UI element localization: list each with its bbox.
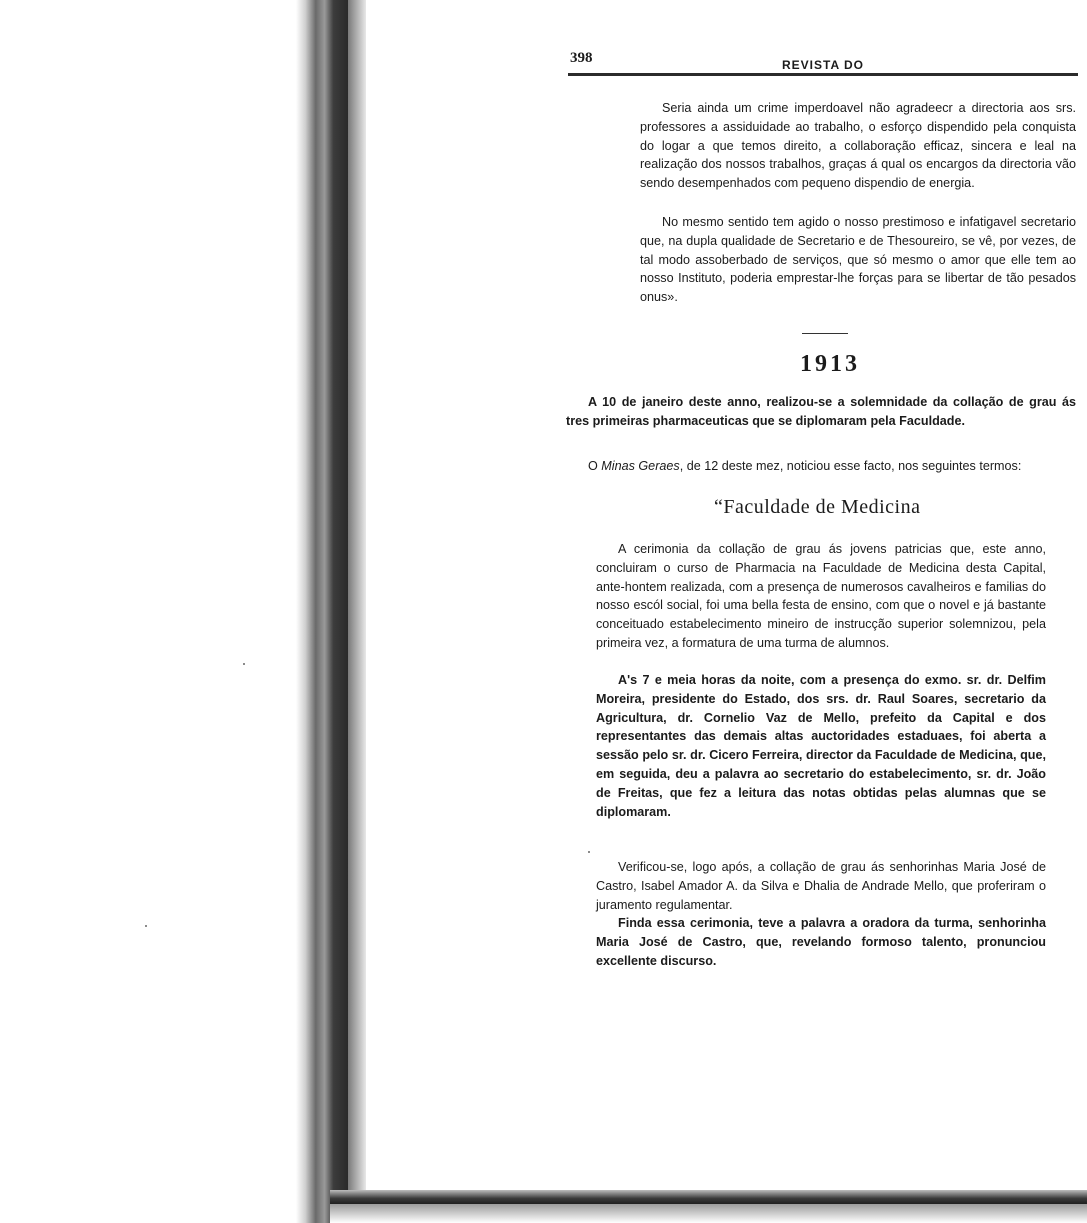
- paragraph-newspaper: [566, 457, 1076, 476]
- page-number: 398: [570, 50, 593, 66]
- quote-paragraph: A's 7 e meia horas da noite, com a presença do exmo. sr. dr. Delfim Moreira, presidente do Estado, dos srs. dr. Raul Soares, secretario da Agricultura, dr. Cornelio Vaz de Mello, prefeito da Capital e dos representantes das demais altas auctoridades estaduaes, foi aberta a sessão pelo sr. dr. Cicero Ferreira, director da Faculdade de Medicina, que, em seguida, deu a palavra ao secretario do estabelecimento, sr. dr. João de Freitas, que fez a leitura das notas obtidas pelas alumnas que se diplomaram.: [596, 673, 1046, 819]
- newspaper-rest: , de 12 deste mez, noticiou esse facto, nos seguintes termos:: [679, 459, 1022, 473]
- quote-paragraph: Verificou-se, logo após, a collação de grau ás senhorinhas Maria José de Castro, Isabel Amador A. da Silva e Dhalia de Andrade Mello, que proferiram o juramento regulamentar.: [596, 860, 1046, 912]
- page-bottom-fade: [330, 1204, 1087, 1223]
- newspaper-name: Minas Geraes: [601, 459, 680, 473]
- paragraph-acknowledgement: Seria ainda um crime imperdoavel não agradeecr a directoria aos srs. professores a assiduidade ao trabalho, o esforço dispendido pela conquista do logar a que temos direito, a collaboração efficaz, sincera e leal na realização dos nossos trabalhos, graças á qual os encargos da directoria vão sendo desempenhados com pequeno dispendio de energia.: [640, 101, 1076, 191]
- paragraph-secretary: No mesmo sentido tem agido o nosso prestimoso e infatigavel secretario que, na dupla qualidade de Secretario e de Thesoureiro, se vê, por vezes, de tal modo assoberbado de serviços, que só mesmo o amor que elle tem ao nosso Instituto, poderia emprestar-lhe forças para se libertar de tão pesados onus».: [640, 215, 1076, 305]
- section-year-heading: 1913: [800, 351, 860, 377]
- quote-heading: “Faculdade de Medicina: [714, 496, 921, 518]
- scan-speck: [145, 925, 147, 927]
- section-separator: [802, 333, 848, 334]
- quote-paragraph: Finda essa cerimonia, teve a palavra a oradora da turma, senhorinha Maria José de Castro, que, revelando formoso talento, pronunciou excellente discurso.: [596, 916, 1046, 968]
- scan-speck: [588, 851, 590, 853]
- page-header: [560, 50, 1080, 80]
- running-head: REVISTA DO: [782, 58, 865, 72]
- quote-paragraph: A cerimonia da collação de grau ás jovens patricias que, este anno, concluiram o curso de Pharmacia na Faculdade de Medicina desta Capital, ante-hontem realizada, com a presença de numerosos cavalheiros e familias do nosso escól social, foi uma bella festa de ensino, com que o novel e já bastante conceituado estabelecimento mineiro de instrucção superior solemnizou, pela primeira vez, a formatura de uma turma de alumnos.: [596, 542, 1046, 650]
- newspaper-prefix: O: [588, 459, 602, 473]
- gutter-shadow: [348, 0, 366, 1223]
- header-rule: [568, 73, 1078, 76]
- paragraph-ceremony-intro: A 10 de janeiro deste anno, realizou-se a solemnidade da collação de grau ás tres primeiras pharmaceuticas que se diplomaram pela Faculdade.: [566, 395, 1076, 428]
- scan-speck: [243, 663, 245, 665]
- page-bottom-edge: [330, 1190, 1087, 1204]
- book-spine-shadow: [296, 0, 348, 1223]
